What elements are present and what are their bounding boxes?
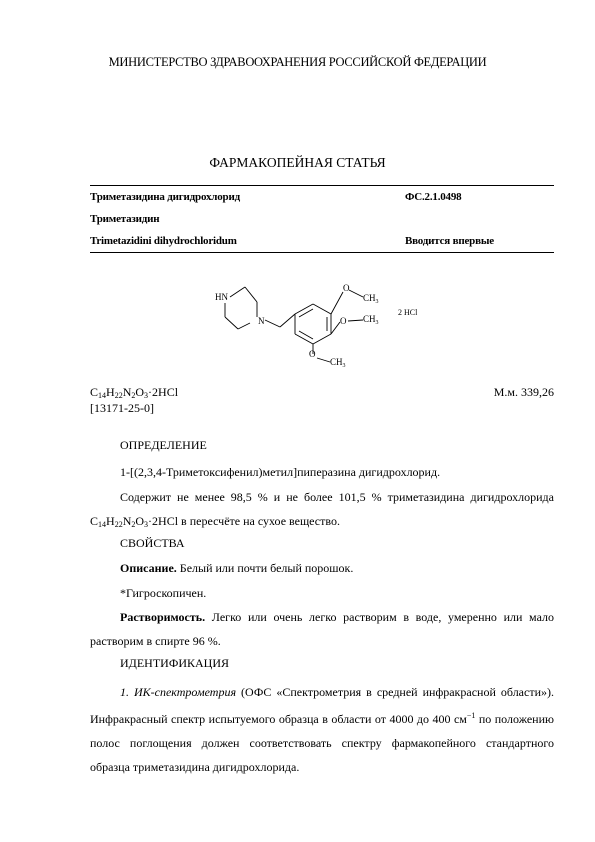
ch3-label-1: $CH_3$ xyxy=(363,293,379,305)
ir-text: 1. ИК-спектрометрия (ОФС «Спектрометрия в средней инфракрасной области»). Инфракрасный спектр испытуемого образца в области от 4000 до 400 $см^{-1}$ по положению полос поглощения должен соответствовать спектру фармакопейного стандартного образца триметазидина дигидрохлорида. xyxy=(90,685,554,774)
document-title: ФАРМАКОПЕЙНАЯ СТАТЬЯ xyxy=(209,155,386,170)
header-bottom-rule xyxy=(90,252,554,253)
short-name: Триметазидин xyxy=(90,213,160,225)
status-text: Вводится впервые xyxy=(405,235,494,247)
definition-text: 1-[(2,3,4-Триметоксифенил)метил]пиперазина дигидрохлорид. xyxy=(120,465,441,479)
content-text: Содержит не менее 98,5 % и не более 101,5 % триметазидина дигидрохлорида $C_{14}H_{22}N_2O_3\cdot 2HCl$ в пересчёте на сухое вещество. xyxy=(90,490,554,529)
cas-number: [13171-25-0] xyxy=(90,401,154,415)
header-top-rule xyxy=(90,185,554,186)
molecular-formula: $C_{14}H_{22}N_2O_3\cdot 2HCl$ xyxy=(90,385,179,400)
ministry-header: МИНИСТЕРСТВО ЗДРАВООХРАНЕНИЯ РОССИЙСКОЙ ФЕДЕРАЦИИ xyxy=(108,55,487,69)
o-label-3: O xyxy=(309,349,316,359)
fs-number: ФС.2.1.0498 xyxy=(405,191,462,203)
nh-label: HN xyxy=(215,292,228,302)
o-label-1: O xyxy=(343,283,350,293)
ch3-label-2: $CH_3$ xyxy=(363,314,379,326)
section-identification-title: ИДЕНТИФИКАЦИЯ xyxy=(120,656,229,670)
o-label-2: O xyxy=(340,316,347,326)
molecular-mass: М.м. 339,26 xyxy=(493,385,554,399)
salt-label: 2 HCl xyxy=(398,308,418,317)
structural-formula xyxy=(195,272,445,372)
n-label: N xyxy=(258,316,265,326)
solubility-text: Растворимость. Легко или очень легко растворим в воде, умеренно или мало растворим в спирте 96 %. xyxy=(90,610,554,648)
description-text: Описание. Белый или почти белый порошок. xyxy=(120,561,354,575)
section-properties-title: СВОЙСТВА xyxy=(120,536,185,550)
hygroscopic-text: *Гигроскопичен. xyxy=(120,586,207,600)
latin-name: Trimetazidini dihydrochloridum xyxy=(90,235,237,247)
ch3-label-3: $CH_3$ xyxy=(330,357,346,369)
russian-name: Триметазидина дигидрохлорид xyxy=(90,191,240,203)
section-definition-title: ОПРЕДЕЛЕНИЕ xyxy=(120,438,207,452)
